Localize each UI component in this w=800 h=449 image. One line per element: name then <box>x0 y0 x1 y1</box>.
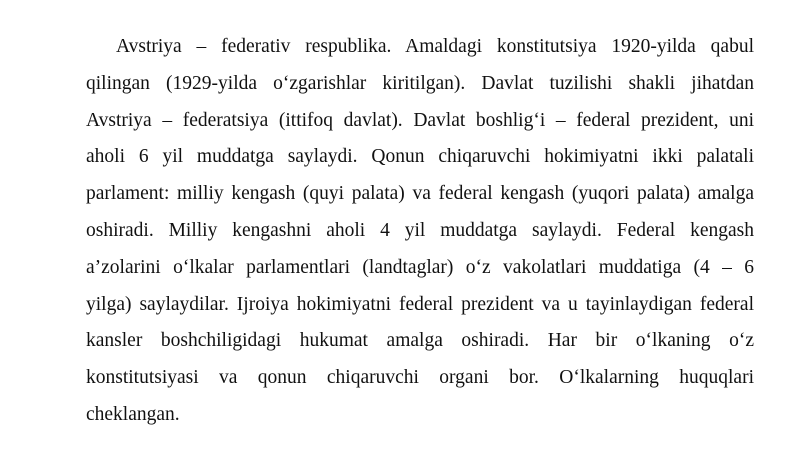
paragraph-line: kansler boshchiligidagi hukumat amalga oshiradi. Har bir o‘lkaning o‘z <box>86 330 754 352</box>
text-paragraph <box>86 29 754 434</box>
paragraph-line: oshiradi. Milliy kengashni aholi 4 yil muddatga saylaydi. Federal kengash <box>86 219 754 241</box>
paragraph-line: parlament: milliy kengash (quyi palata) va federal kengash (yuqori palata) amalga <box>86 183 754 205</box>
paragraph-line: Avstriya – federatsiya (ittifoq davlat). Davlat boshlig‘i – federal prezident, uni <box>86 109 754 131</box>
paragraph-line: konstitutsiyasi va qonun chiqaruvchi organi bor. O‘lkalarning huquqlari <box>86 367 754 389</box>
paragraph-line: Avstriya – federativ respublika. Amaldagi konstitutsiya 1920-yilda qabul <box>116 36 754 57</box>
paragraph-line: a’zolarini o‘lkalar parlamentlari (landtaglar) o‘z vakolatlari muddatiga (4 – 6 <box>86 256 754 278</box>
paragraph-line: aholi 6 yil muddatga saylaydi. Qonun chiqaruvchi hokimiyatni ikki palatali <box>86 146 754 168</box>
paragraph-line: yilga) saylaydilar. Ijroiya hokimiyatni federal prezident va u tayinlaydigan federal <box>86 293 754 315</box>
paragraph-line: qilingan (1929-yilda o‘zgarishlar kiritilgan). Davlat tuzilishi shakli jihatdan <box>86 72 754 94</box>
paragraph-line: cheklangan. <box>86 403 180 425</box>
